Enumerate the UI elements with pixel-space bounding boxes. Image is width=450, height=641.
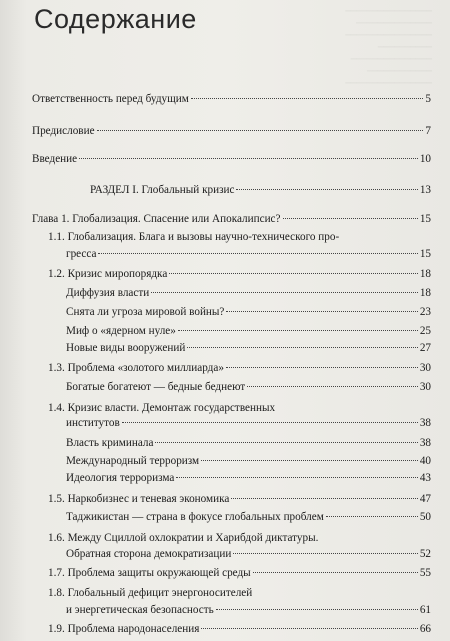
toc-entry-introduction (32, 152, 431, 166)
toc-entry-diffusion (66, 286, 431, 300)
toc-entry-title: Обратная сторона демократизации (66, 548, 232, 560)
dot-leader (226, 311, 417, 312)
dot-leader (231, 498, 417, 499)
toc-entry-1-8 (66, 603, 431, 617)
dot-leader (236, 189, 417, 190)
toc-entry-title: и энергетическая безопасность (66, 604, 214, 616)
toc-entry-page: 15 (419, 248, 431, 260)
toc-entry-1-7 (48, 566, 431, 580)
toc-entry-page: 61 (419, 604, 431, 616)
bleed-through-text: ──────────────── ────────────── ──────────────── ────────── ─────────────── ──────────── ──────────────── (345, 7, 432, 89)
toc-entry-title: 1.7. Проблема защиты окружающей среды (48, 567, 251, 579)
toc-entry-1-4 (66, 416, 431, 430)
toc-entry-rich-poor (66, 380, 431, 394)
toc-entry-page: 66 (419, 623, 431, 635)
dot-leader (79, 158, 418, 159)
toc-entry-responsibility (32, 92, 431, 106)
toc-entry-title: Международный терроризм (66, 455, 200, 467)
toc-entry-title: Богатые богатеют — бедные беднеют (66, 381, 246, 393)
toc-entry-page: 30 (419, 362, 431, 374)
toc-entry-1-4-line-1: 1.4. Кризис власти. Демонтаж государственных (48, 402, 276, 414)
dot-leader (97, 130, 424, 131)
toc-entry-page: 5 (425, 93, 431, 105)
toc-entry-page: 23 (419, 306, 431, 318)
toc-entry-page: 7 (425, 125, 431, 137)
toc-entry-1-9 (48, 622, 431, 636)
toc-entry-page: 43 (419, 472, 431, 484)
dot-leader (247, 386, 418, 387)
dot-leader (326, 516, 418, 517)
toc-entry-page: 38 (419, 437, 431, 449)
toc-entry-intl-terrorism (66, 454, 431, 468)
toc-entry-title: Глава 1. Глобализация. Спасение или Апокалипсис? (32, 213, 281, 225)
toc-entry-title: 1.9. Проблема народонаселения (48, 623, 200, 635)
dot-leader (233, 553, 417, 554)
toc-entry-title: Предисловие (32, 125, 95, 137)
toc-entry-1-6-line-1: 1.6. Между Сциллой охлократии и Харибдой диктатуры. (48, 532, 319, 544)
toc-entry-new-weapons (66, 341, 431, 355)
dot-leader (187, 347, 418, 348)
dot-leader (155, 442, 417, 443)
dot-leader (216, 609, 418, 610)
toc-entry-1-2 (48, 267, 431, 281)
toc-entry-nuclear-zero (66, 324, 431, 338)
dot-leader (169, 273, 418, 274)
toc-entry-page: 30 (419, 381, 431, 393)
dot-leader (201, 628, 417, 629)
toc-entry-ideology (66, 471, 431, 485)
toc-entry-title: гресса (66, 248, 97, 260)
toc-entry-page: 47 (419, 493, 431, 505)
toc-entry-chapter-1 (32, 212, 431, 226)
dot-leader (191, 98, 424, 99)
toc-entry-section-1 (90, 183, 431, 197)
dot-leader (201, 460, 418, 461)
toc-entry-title: Таджикистан — страна в фокусе глобальных проблем (66, 511, 324, 523)
toc-entry-page: 10 (419, 153, 431, 165)
toc-entry-1-6 (66, 547, 431, 561)
toc-entry-1-8-line-1: 1.8. Глобальный дефицит энергоносителей (48, 587, 253, 599)
dot-leader (151, 292, 418, 293)
dot-leader (178, 330, 418, 331)
toc-entry-page: 52 (419, 548, 431, 560)
toc-entry-title: Ответственность перед будущим (32, 93, 189, 105)
toc-entry-page: 25 (419, 325, 431, 337)
toc-entry-page: 55 (419, 567, 431, 579)
page-title: Содержание (34, 4, 197, 34)
toc-entry-page: 18 (419, 287, 431, 299)
toc-entry-page: 38 (419, 417, 431, 429)
toc-entry-title: Снята ли угроза мировой войны? (66, 306, 225, 318)
toc-entry-title: РАЗДЕЛ I. Глобальный кризис (90, 184, 235, 196)
toc-entry-title: Введение (32, 153, 78, 165)
toc-entry-1-1-line-1: 1.1. Глобализация. Блага и вызовы научно-технического про- (48, 231, 340, 243)
toc-entry-title: 1.5. Наркобизнес и теневая экономика (48, 493, 230, 505)
toc-entry-title: Власть криминала (66, 437, 154, 449)
toc-entry-title: 1.3. Проблема «золотого миллиарда» (48, 362, 224, 374)
dot-leader (226, 367, 418, 368)
dot-leader (253, 572, 418, 573)
toc-entry-page: 40 (419, 455, 431, 467)
toc-entry-1-5 (48, 492, 431, 506)
toc-entry-title: Новые виды вооружений (66, 342, 186, 354)
toc-entry-world-war (66, 305, 431, 319)
toc-entry-title: 1.2. Кризис миропорядка (48, 268, 168, 280)
toc-entry-title: Идеология терроризма (66, 472, 175, 484)
dot-leader (122, 422, 418, 423)
toc-entry-title: институтов (66, 417, 120, 429)
toc-entry-page: 50 (419, 511, 431, 523)
toc-entry-title: Диффузия власти (66, 287, 150, 299)
toc-entry-page: 13 (419, 184, 431, 196)
dot-leader (98, 253, 417, 254)
toc-entry-page: 18 (419, 268, 431, 280)
toc-entry-page: 27 (419, 342, 431, 354)
toc-entry-1-1 (66, 247, 431, 261)
dot-leader (283, 218, 418, 219)
dot-leader (176, 477, 417, 478)
toc-entry-title: Миф о «ядерном нуле» (66, 325, 176, 337)
toc-entry-page: 15 (419, 213, 431, 225)
toc-entry-preface (32, 124, 431, 138)
toc-entry-criminal-power (66, 436, 431, 450)
toc-entry-tajikistan (66, 510, 431, 524)
toc-entry-1-3 (48, 361, 431, 375)
